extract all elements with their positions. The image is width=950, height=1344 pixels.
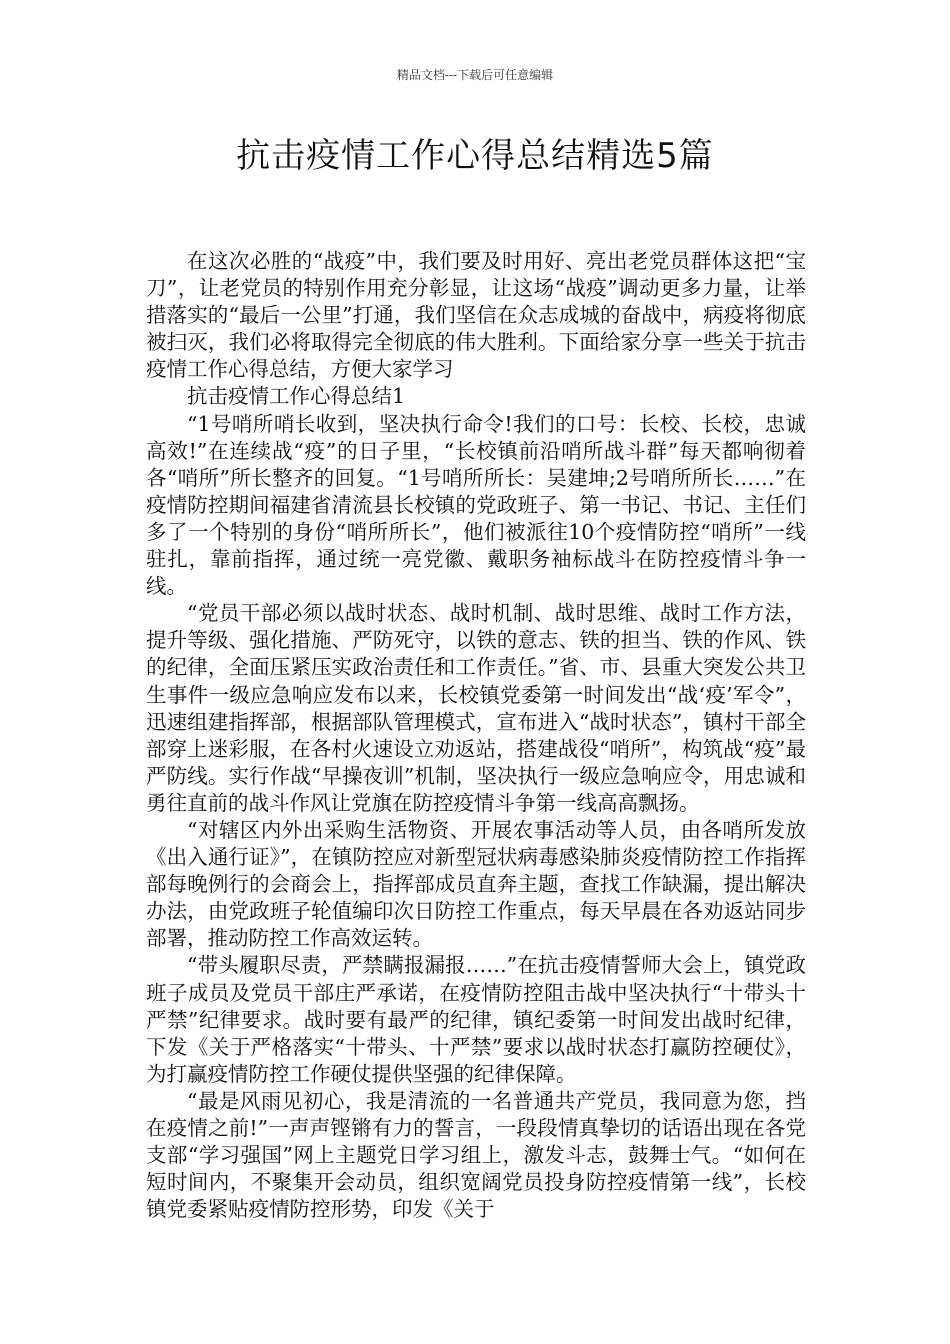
page-header-note: 精品文档---下载后可任意编辑 bbox=[396, 68, 554, 82]
document-title: 抗击疫情工作心得总结精选5篇 bbox=[236, 136, 714, 176]
body-paragraph: “最是风雨见初心，我是清流的一名普通共产党员，我同意为您，挡在疫情之前!”一声声铿锵有力的誓言，一段段情真挚切的话语出现在各党支部“学习强国”网上主题党日学习组上，激发斗志，鼓舞士气。“如何在短时间内，不聚集开会动员，组织宽阔党员投身防控疫情第一线”，长校镇党委紧贴疫情防控形势，印发《关于 bbox=[146, 1088, 806, 1222]
intro-paragraph: 在这次必胜的“战疫”中，我们要及时用好、亮出老党员群体这把“宝刀”，让老党员的特别作用充分彰显，让这场“战疫”调动更多力量，让举措落实的“最后一公里”打通，我们坚信在众志成城的奋战中，病疫将彻底被扫灭，我们必将取得完全彻底的伟大胜利。下面给家分享一些关于抗击疫情工作心得总结，方便大家学习 bbox=[146, 249, 806, 382]
body-paragraph: “党员干部必须以战时状态、战时机制、战时思维、战时工作方法，提升等级、强化措施、严防死守，以铁的意志、铁的担当、铁的作风、铁的纪律，全面压紧压实政治责任和工作责任。”省、市、县重大突发公共卫生事件一级应急响应发布以来，长校镇党委第一时间发出“战‘疫’军令”，迅速组建指挥部，根据部队管理模式，宣布进入“战时状态”，镇村干部全部穿上迷彩服，在各村火速设立劝返站，搭建战役“哨所”，构筑战“疫”最严防线。实行作战“早操夜训”机制，坚决执行一级应急响应令，用忠诚和勇往直前的战斗作风让党旗在防控疫情斗争第一线高高飘扬。 bbox=[146, 601, 806, 815]
body-paragraph: “1号哨所哨长收到，坚决执行命令!我们的口号：长校、长校，忠诚高效!”在连续战“疫”的日子里，“长校镇前沿哨所战斗群”每天都响彻着各“哨所”所长整齐的回复。“1号哨所所长：吴建坤;2号哨所所长……”在疫情防控期间福建省清流县长校镇的党政班子、第一书记、书记、主任们多了一个特别的身份“哨所所长”，他们被派往10个疫情防控“哨所”一线驻扎，靠前指挥，通过统一亮党徽、戴职务袖标战斗在防控疫情斗争一线。 bbox=[146, 411, 806, 599]
body-paragraph: “带头履职尽责，严禁瞒报漏报……”在抗击疫情誓师大会上，镇党政班子成员及党员干部庄严承诺，在疫情防控阻击战中坚决执行“十带头十严禁”纪律要求。战时要有最严的纪律，镇纪委第一时间发出战时纪律，下发《关于严格落实“十带头、十严禁”要求以战时状态打赢防控硬仗》，为打赢疫情防控工作硬仗提供坚强的纪律保障。 bbox=[146, 953, 806, 1086]
body-paragraph: “对辖区内外出采购生活物资、开展农事活动等人员，由各哨所发放《出入通行证》”，在镇防控应对新型冠状病毒感染肺炎疫情防控工作指挥部每晚例行的会商会上，指挥部成员直奔主题，查找工作缺漏，提出解决办法，由党政班子轮值编印次日防控工作重点，每天早晨在各劝返站同步部署，推动防控工作高效运转。 bbox=[146, 817, 806, 951]
section-heading: 抗击疫情工作心得总结1 bbox=[187, 384, 406, 409]
document-body bbox=[146, 248, 806, 1223]
